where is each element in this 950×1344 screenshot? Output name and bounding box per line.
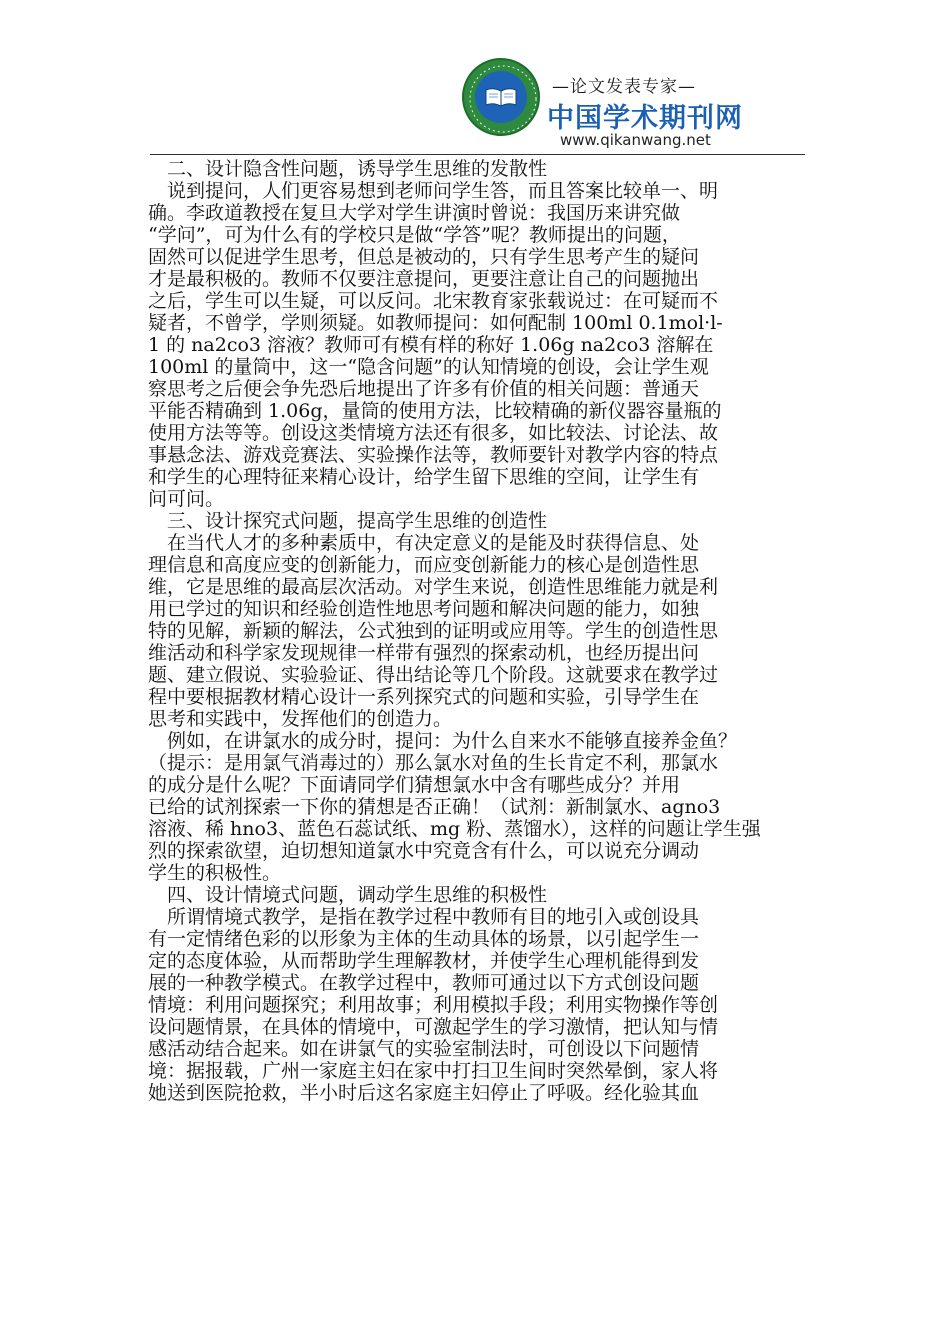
text-line: 问可问。 — [148, 488, 225, 510]
text-line: 1 的 na2co3 溶液？教师可有模有样的称好 1.06g na2co3 溶解在 — [148, 334, 714, 356]
text-line: 用已学过的知识和经验创造性地思考问题和解决问题的能力，如独 — [148, 598, 700, 620]
text-line: 疑者，不曾学，学则须疑。如教师提问：如何配制 100ml 0.1mol·l- — [148, 312, 723, 334]
text-line: 展的一种教学模式。在教学过程中，教师可通过以下方式创设问题 — [148, 972, 700, 994]
text-line: 使用方法等等。创设这类情境方法还有很多，如比较法、讨论法、故 — [148, 422, 719, 444]
section-heading: 二、设计隐含性问题，诱导学生思维的发散性 — [148, 158, 548, 180]
text-line: 固然可以促进学生思考，但总是被动的，只有学生思考产生的疑问 — [148, 246, 700, 268]
site-name: 中国学术期刊网 — [547, 103, 743, 134]
text-line: 平能否精确到 1.06g，量筒的使用方法，比较精确的新仪器容量瓶的 — [148, 400, 722, 422]
header-divider — [150, 154, 805, 155]
text-line: 维活动和科学家发现规律一样带有强烈的探索动机，也经历提出问 — [148, 642, 700, 664]
text-line: 说到提问，人们更容易想到老师问学生答，而且答案比较单一、明 — [148, 180, 719, 202]
text-line: 之后，学生可以生疑，可以反问。北宋教育家张载说过：在可疑而不 — [148, 290, 719, 312]
page-header — [0, 0, 950, 160]
text-line: 学生的积极性。 — [148, 862, 282, 884]
text-line: 和学生的心理特征来精心设计，给学生留下思维的空间，让学生有 — [148, 466, 700, 488]
site-url[interactable]: www.qikanwang.net — [560, 131, 711, 149]
text-line: 感活动结合起来。如在讲氯气的实验室制法时，可创设以下问题情 — [148, 1038, 700, 1060]
text-line: 的成分是什么呢？下面请同学们猜想氯水中含有哪些成分？并用 — [148, 774, 681, 796]
text-line: 特的见解，新颖的解法，公式独到的证明或应用等。学生的创造性思 — [148, 620, 719, 642]
text-line: 100ml 的量筒中，这一“隐含问题”的认知情境的创设，会让学生观 — [148, 356, 709, 378]
text-line: 才是最积极的。教师不仅要注意提问，更要注意让自己的问题抛出 — [148, 268, 700, 290]
section-heading: 四、设计情境式问题，调动学生思维的积极性 — [148, 884, 548, 906]
text-line: 溶液、稀 hno3、蓝色石蕊试纸、mg 粉、蒸馏水），这样的问题让学生强 — [148, 818, 761, 840]
text-line: 设问题情景，在具体的情境中，可激起学生的学习激情，把认知与情 — [148, 1016, 719, 1038]
text-line: 确。李政道教授在复旦大学对学生讲演时曾说：我国历来讲究做 — [148, 202, 681, 224]
text-line: 有一定情绪色彩的以形象为主体的生动具体的场景，以引起学生一 — [148, 928, 700, 950]
text-line: 情境：利用问题探究；利用故事；利用模拟手段；利用实物操作等创 — [148, 994, 719, 1016]
text-line: 定的态度体验，从而帮助学生理解教材，并使学生心理机能得到发 — [148, 950, 700, 972]
text-line: 题、建立假说、实验验证、得出结论等几个阶段。这就要求在教学过 — [148, 664, 719, 686]
text-line: 程中要根据教材精心设计一系列探究式的问题和实验，引导学生在 — [148, 686, 700, 708]
text-line: 境：据报载，广州一家庭主妇在家中打扫卫生间时突然晕倒，家人将 — [148, 1060, 719, 1082]
text-line: 事悬念法、游戏竞赛法、实验操作法等，教师要针对教学内容的特点 — [148, 444, 719, 466]
text-line: 理信息和高度应变的创新能力，而应变创新能力的核心是创造性思 — [148, 554, 700, 576]
text-line: 烈的探索欲望，迫切想知道氯水中究竟含有什么，可以说充分调动 — [148, 840, 700, 862]
text-line: 已给的试剂探索一下你的猜想是否正确！（试剂：新制氯水、agno3 — [148, 796, 721, 818]
text-line: 思考和实践中，发挥他们的创造力。 — [148, 708, 453, 730]
article-body — [148, 158, 808, 1104]
text-line: “学问”，可为什么有的学校只是做“学答”呢？教师提出的问题， — [148, 224, 681, 246]
text-line: （提示：是用氯气消毒过的）那么氯水对鱼的生长肯定不利，那氯水 — [148, 752, 719, 774]
text-line: 在当代人才的多种素质中，有决定意义的是能及时获得信息、处 — [148, 532, 700, 554]
section-heading: 三、设计探究式问题，提高学生思维的创造性 — [148, 510, 548, 532]
text-line: 察思考之后便会争先恐后地提出了许多有价值的相关问题：普通天 — [148, 378, 700, 400]
qikanwang-logo — [462, 58, 540, 136]
logo-globe — [475, 71, 527, 123]
header-tagline: —论文发表专家— — [552, 77, 696, 97]
text-line: 所谓情境式教学，是指在教学过程中教师有目的地引入或创设具 — [148, 906, 700, 928]
text-line: 她送到医院抢救，半小时后这名家庭主妇停止了呼吸。经化验其血 — [148, 1082, 700, 1104]
text-line: 例如，在讲氯水的成分时，提问：为什么自来水不能够直接养金鱼？ — [148, 730, 738, 752]
book-icon — [484, 86, 518, 108]
text-line: 维，它是思维的最高层次活动。对学生来说，创造性思维能力就是利 — [148, 576, 719, 598]
